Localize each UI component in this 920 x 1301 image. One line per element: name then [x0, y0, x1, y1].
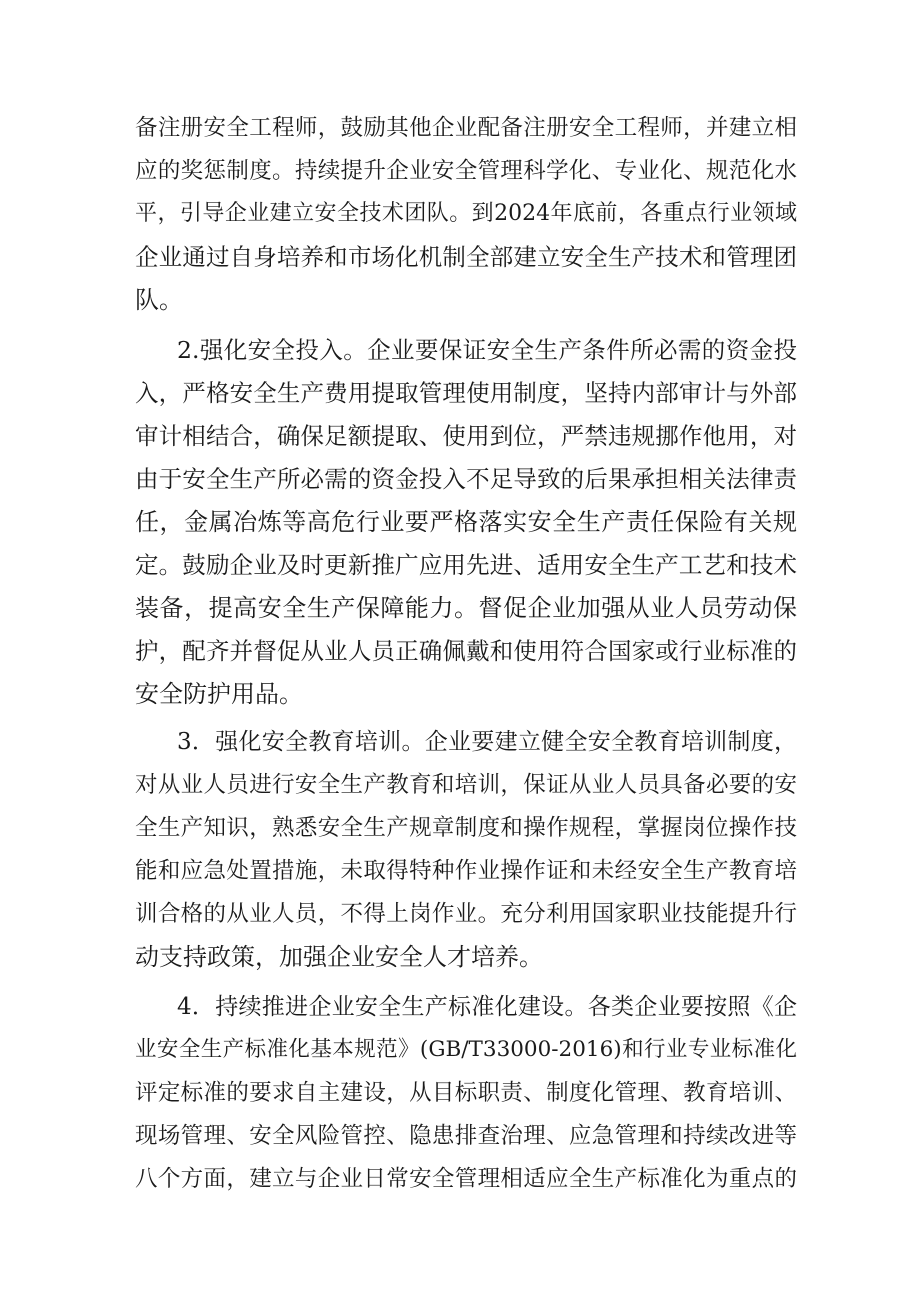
text-line: 审计相结合，确保足额提取、使用到位，严禁违规挪作他用，对: [135, 422, 797, 450]
text-line: 装备，提高安全生产保障能力。督促企业加强从业人员劳动保: [135, 594, 797, 622]
text-line: 业安全生产标准化基本规范》(GB/T33000-2016)和行业专业标准化: [135, 1037, 797, 1062]
text-line: 八个方面，建立与企业日常安全管理相适应全生产标准化为重点的: [135, 1166, 797, 1192]
text-line: 备注册安全工程师，鼓励其他企业配备注册安全工程师，并建立相: [135, 115, 797, 141]
text-line: 护，配齐并督促从业人员正确佩戴和使用符合国家或行业标准的: [135, 637, 797, 665]
text-line: 安全防护用品。: [135, 680, 303, 708]
text-line: 队。: [135, 286, 183, 314]
text-line: 由于安全生产所必需的资金投入不足导致的后果承担相关法律责: [135, 465, 797, 493]
text-line: 全生产知识，熟悉安全生产规章制度和操作规程，掌握岗位操作技: [135, 815, 797, 841]
text-line: 定。鼓励企业及时更新推广应用先进、适用安全生产工艺和技术: [135, 551, 797, 579]
text-line: 平，引导企业建立安全技术团队。到2024年底前，各重点行业领域: [135, 201, 797, 226]
text-line: 对从业人员进行安全生产教育和培训，保证从业人员具备必要的安: [135, 772, 797, 798]
paragraph-4-first-line: 4．持续推进企业安全生产标准化建设。各类企业要按照《企: [177, 994, 797, 1020]
text-line: 能和应急处置措施，未取得特种作业操作证和未经安全生产教育培: [135, 858, 797, 884]
text-line: 应的奖惩制度。持续提升企业安全管理科学化、专业化、规范化水: [135, 158, 797, 184]
text-line: 现场管理、安全风险管控、隐患排查治理、应急管理和持续改进等: [135, 1123, 797, 1149]
text-line: 入，严格安全生产费用提取管理使用制度，坚持内部审计与外部: [135, 379, 797, 407]
text-line: 企业通过自身培养和市场化机制全部建立安全生产技术和管理团: [135, 243, 797, 271]
text-line: 任，金属冶炼等高危行业要严格落实安全生产责任保险有关规: [135, 508, 797, 536]
text-line: 动支持政策，加强企业安全人才培养。: [135, 943, 543, 971]
text-line: 训合格的从业人员，不得上岗作业。充分利用国家职业技能提升行: [135, 901, 797, 927]
text-line: 评定标准的要求自主建设，从目标职责、制度化管理、教育培训、: [135, 1080, 797, 1106]
paragraph-3-first-line: 3．强化安全教育培训。企业要建立健全安全教育培训制度，: [177, 729, 797, 755]
paragraph-2-first-line: 2.强化安全投入。企业要保证安全生产条件所必需的资金投: [177, 336, 797, 364]
